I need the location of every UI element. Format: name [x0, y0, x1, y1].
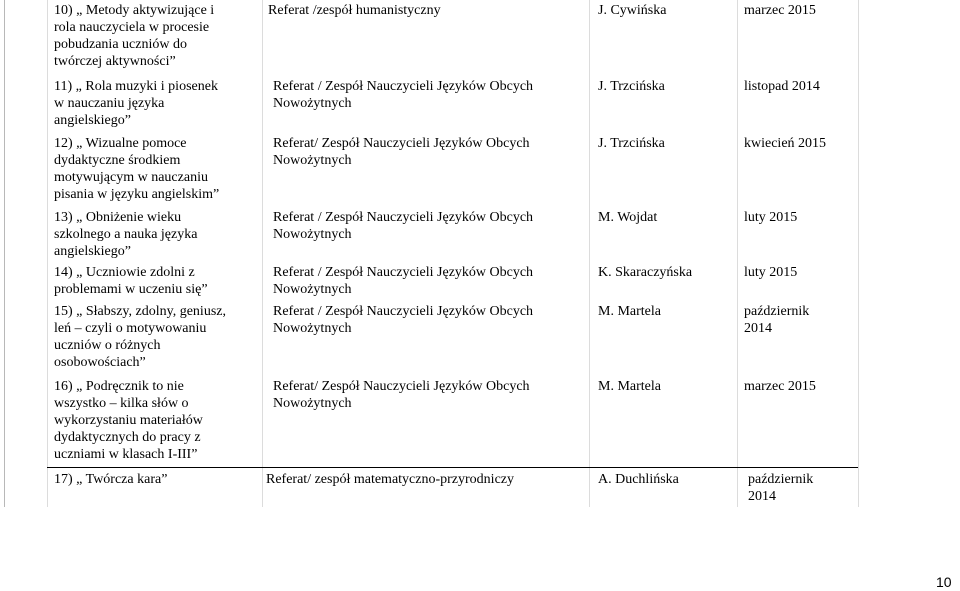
date-cell: kwiecień 2015	[744, 136, 827, 151]
topic-cell: 11) „ Rola muzyki i piosenek w nauczaniu języka angielskiego”	[54, 79, 218, 128]
column-divider	[858, 0, 859, 507]
author-cell: K. Skaraczyńska	[598, 265, 693, 280]
date-cell: marzec 2015	[744, 379, 816, 394]
date-cell: październik 2014	[744, 304, 810, 336]
table-row-border	[47, 467, 858, 468]
author-cell: A. Duchlińska	[598, 472, 679, 487]
column-divider	[737, 0, 738, 507]
column-divider	[47, 0, 48, 507]
topic-cell: 15) „ Słabszy, zdolny, geniusz, leń – czyli o motywowaniu uczniów o różnych osobowościach”	[54, 304, 226, 370]
topic-cell: 10) „ Metody aktywizujące i rola nauczyciela w procesie pobudzania uczniów do twórczej aktywności”	[54, 3, 215, 69]
type-cell: Referat/ Zespół Nauczycieli Języków Obcych Nowożytnych	[273, 379, 530, 411]
column-divider	[262, 0, 263, 507]
topic-cell: 12) „ Wizualne pomoce dydaktyczne środkiem motywującym w nauczaniu pisania w języku angielskim”	[54, 136, 220, 202]
date-cell: luty 2015	[744, 265, 798, 280]
date-cell: listopad 2014	[744, 79, 820, 94]
column-divider	[589, 0, 590, 507]
type-cell: Referat / Zespół Nauczycieli Języków Obcych Nowożytnych	[273, 304, 534, 336]
type-cell: Referat/ Zespół Nauczycieli Języków Obcych Nowożytnych	[273, 136, 530, 168]
author-cell: J. Trzcińska	[598, 136, 665, 151]
date-cell: luty 2015	[744, 210, 798, 225]
author-cell: M. Martela	[598, 304, 661, 319]
topic-cell: 16) „ Podręcznik to nie wszystko – kilka słów o wykorzystaniu materiałów dydaktycznych do pracy z uczniami w klasach I-III”	[54, 379, 203, 462]
topic-cell: 13) „ Obniżenie wieku szkolnego a nauka języka angielskiego”	[54, 210, 198, 259]
date-cell: marzec 2015	[744, 3, 816, 18]
topic-cell: 17) „ Twórcza kara”	[54, 472, 168, 487]
page-number: 10	[936, 574, 952, 590]
author-cell: M. Wojdat	[598, 210, 658, 225]
author-cell: J. Trzcińska	[598, 79, 665, 94]
page-left-rule	[4, 0, 5, 507]
author-cell: M. Martela	[598, 379, 661, 394]
date-cell: październik 2014	[748, 472, 814, 504]
type-cell: Referat/ zespół matematyczno-przyrodniczy	[266, 472, 514, 487]
type-cell: Referat / Zespół Nauczycieli Języków Obcych Nowożytnych	[273, 210, 534, 242]
topic-cell: 14) „ Uczniowie zdolni z problemami w uczeniu się”	[54, 265, 208, 297]
type-cell: Referat / Zespół Nauczycieli Języków Obcych Nowożytnych	[273, 79, 534, 111]
author-cell: J. Cywińska	[598, 3, 667, 18]
type-cell: Referat / Zespół Nauczycieli Języków Obcych Nowożytnych	[273, 265, 534, 297]
type-cell: Referat /zespół humanistyczny	[268, 3, 441, 18]
